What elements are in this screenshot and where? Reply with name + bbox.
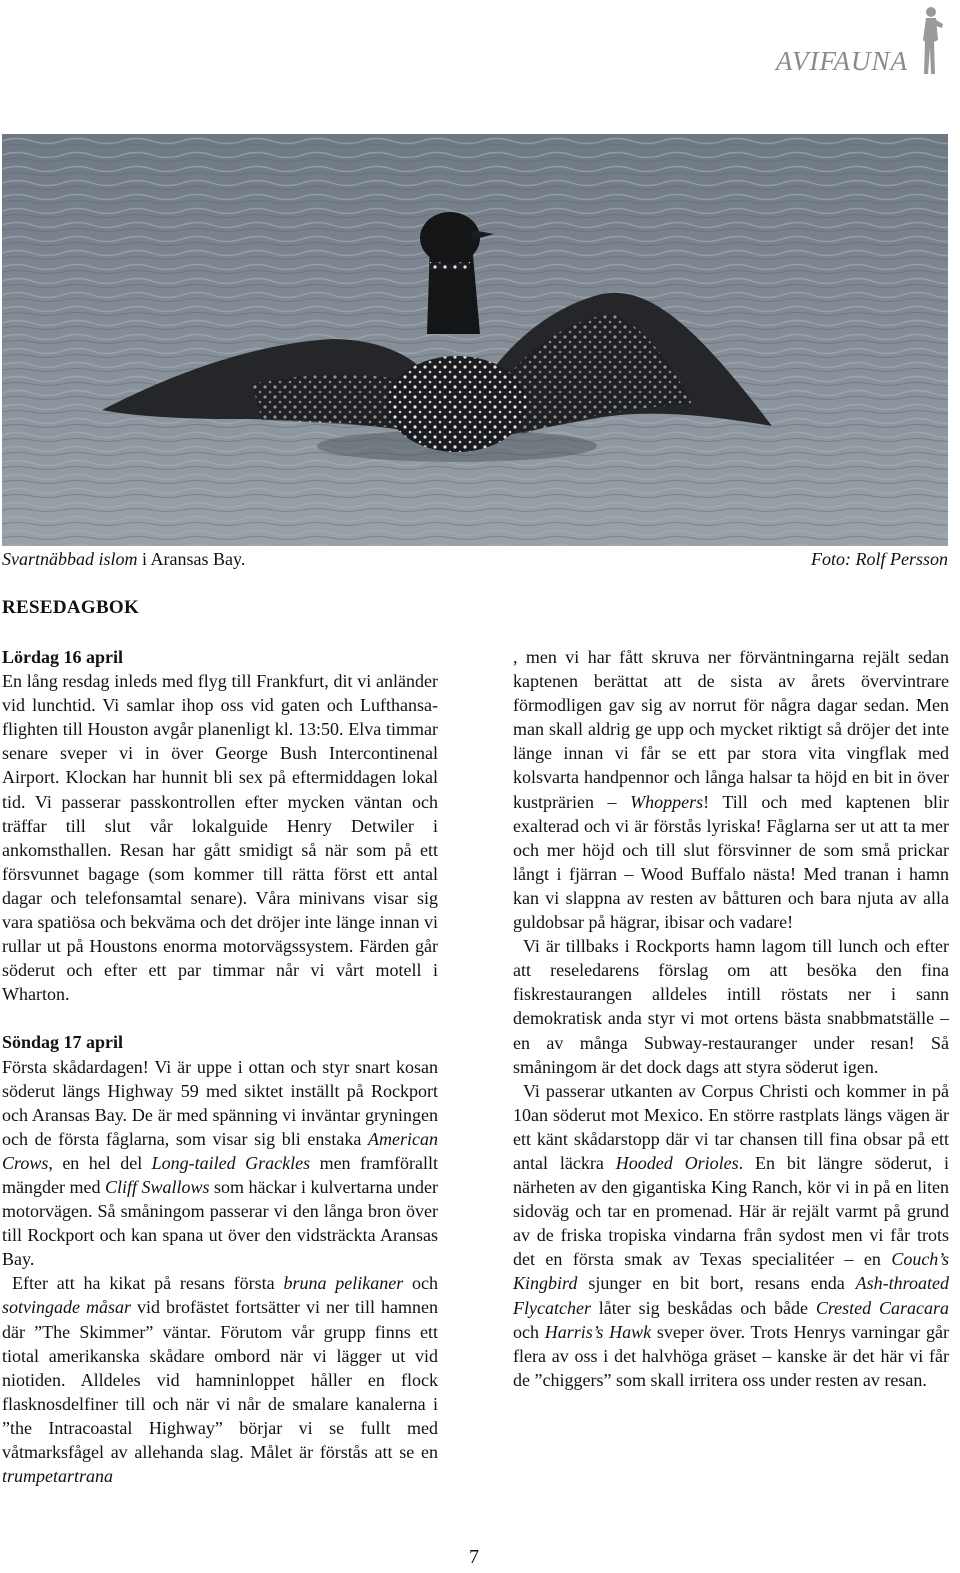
species-crested-caracara: Crested Caracara [815,1297,949,1318]
paragraph-sunday-2-start: Efter att ha kikat på resans första bruna pelikaner och sotvingade måsar vid brofästet fortsätter vi ner till hamnen där ”The Skimmer” väntar. Förutom vår grupp finns ett tiotal amerikanska skådare ombord när vi lägger ut vid niotiden. Alldeles vid hamninloppet håller en flock flasknosdelfiner till och när vi når de smalare kanalerna i ”the Intracoastal Highway” börjar vi se fullt med våtmarksfågel av allehanda slag. Målet är förstås att se en trumpetartrana [2,1273,438,1487]
logo-text: AVIFAUNA [775,46,908,76]
species-long-tailed-grackles: Long-tailed Grackles [151,1152,311,1173]
caption-species: Svartnäbbad islom [2,549,138,569]
column-right [513,645,949,1392]
caption-location: i Aransas Bay. [137,549,246,569]
column-left [2,645,438,1488]
photo-credit: Foto: Rolf Persson [811,549,948,569]
section-title: RESEDAGBOK [2,597,140,618]
photo-caption [2,549,245,570]
paragraph-saturday: En lång resdag inleds med flyg till Frankfurt, dit vi anländer vid lunchtid. Vi samlar ihop oss vid gaten och Lufthansa-flighten till Houston avgår planenligt kl. 13:50. Elva timmar senare sveper vi in över George Bush Intercontinenal Airport. Klockan har hunnit bli sex på eftermiddagen lokal tid. Vi passerar passkontrollen efter mycken väntan och träffar till slut vår lokalguide Henry Detwiler i ankomsthallen. Resan har gått smidigt så när som på ett försvunnet bagage (som kommer till rätta först ett antal dagar och telefonsamtal senare). Våra minivans visar sig vara spatiösa och bekväma och det dröjer inte länge innan vi rullar ut på Houstons enorma motorvägssystem. Färden går söderut och efter ett par timmar når vi vårt motell i Wharton. [2,671,438,1005]
paragraph-sunday-2-cont: , men vi har fått skruva ner förväntningarna rejält sedan kaptenen berättat att de sista av årets övervintrare förmodligen gav sig av norrut för några dagar sedan. Men man skall aldrig ge upp och mycket riktigt så dröjer det inte länge innan vi får se ett par stora vita vingflak med kolsvarta handpennor och långa halsar ta höjd en bit in över kustprärien – Whoppers! Till och med kaptenen blir exalterad och vi är förstås lyriska! Fåglarna ser ut att ta mer och mer höjd och till slut försvinner de som små prickar långt i fjärran – Wood Buffalo nästa! Med tranan i hamn kan vi slappna av resten av båtturen och bara njuta av alla guldobsar på hägrar, ibisar och vadare! [513,647,949,933]
species-sotvingade-masar: sotvingade måsar [2,1297,132,1318]
species-cliff-swallows: Cliff Swallows [104,1176,210,1197]
species-american-crows: American Crows [2,1128,438,1173]
species-harriss-hawk: Harris’s Hawk [544,1321,652,1342]
species-trumpetartrana: trumpetartrana [2,1466,114,1487]
day-heading-sunday: Söndag 17 april [2,1032,124,1053]
paragraph-sunday-3: Vi är tillbaks i Rockports hamn lagom till lunch och efter att reseledarens förslag om att besöka den fina fiskrestaurangen alldeles intill röstats ner i sann demokratisk anda styr vi mot ortens bästa snabbmatställe – en av många Subway-restauranger under resan! Så småningom är det dock dags att styra söderut igen. [513,936,949,1077]
loon-spreading-wings-photo [2,134,948,546]
paragraph-sunday-4: Vi passerar utkanten av Corpus Christi och kommer in på 10an söderut mot Mexico. En större rastplats längs vägen är ett känt skådarstopp där vi tar chansen till fina obsar på ett antal läckra Hooded Orioles. En bit längre söderut, i närheten av den gigantiska King Ranch, kör vi in på en liten sidoväg och tar en promenad. Här är rejält varmt på grund av de friska tropiska vindarna från sydost men vi får trots det en första smak av Texas specialitéer – en Couch’s Kingbird sjunger en bit bort, resans enda Ash-throated Flycatcher låter sig beskådas och både Crested Caracara och Harris’s Hawk sveper över. Trots Henrys varningar går flera av oss i det halvhöga gräset – kanske är det här vi får de ”chiggers” som skall irritera oss under resten av resan. [513,1080,949,1390]
page-number: 7 [469,1546,479,1568]
paragraph-sunday-1: Första skådardagen! Vi är uppe i ottan och styr snart kosan söderut längs Highway 59 med siktet inställt på Rockport och Aransas Bay. De är med spänning vi inväntar gryningen och de första fåglarna, som visar sig bli enstaka American Crows, en hel del Long-tailed Grackles men framförallt mängder med Cliff Swallows som häckar i kulvertarna under motorvägen. Så småningom passerar vi den långa bron över till Rockport och kan spana ut över den vidsträckta Aransas Bay. [2,1056,438,1270]
species-ash-throated-flycatcher: Ash-throated Flycatcher [513,1273,949,1318]
birdwatcher-silhouette-icon [912,4,946,80]
day-heading-saturday: Lördag 16 april [2,647,124,667]
species-whoppers: Whoppers [630,791,704,812]
species-bruna-pelikaner: bruna pelikaner [283,1273,404,1294]
species-hooded-orioles: Hooded Orioles [615,1152,739,1173]
species-couchs-kingbird: Couch’s Kingbird [513,1249,949,1294]
avifauna-logo [746,4,946,84]
